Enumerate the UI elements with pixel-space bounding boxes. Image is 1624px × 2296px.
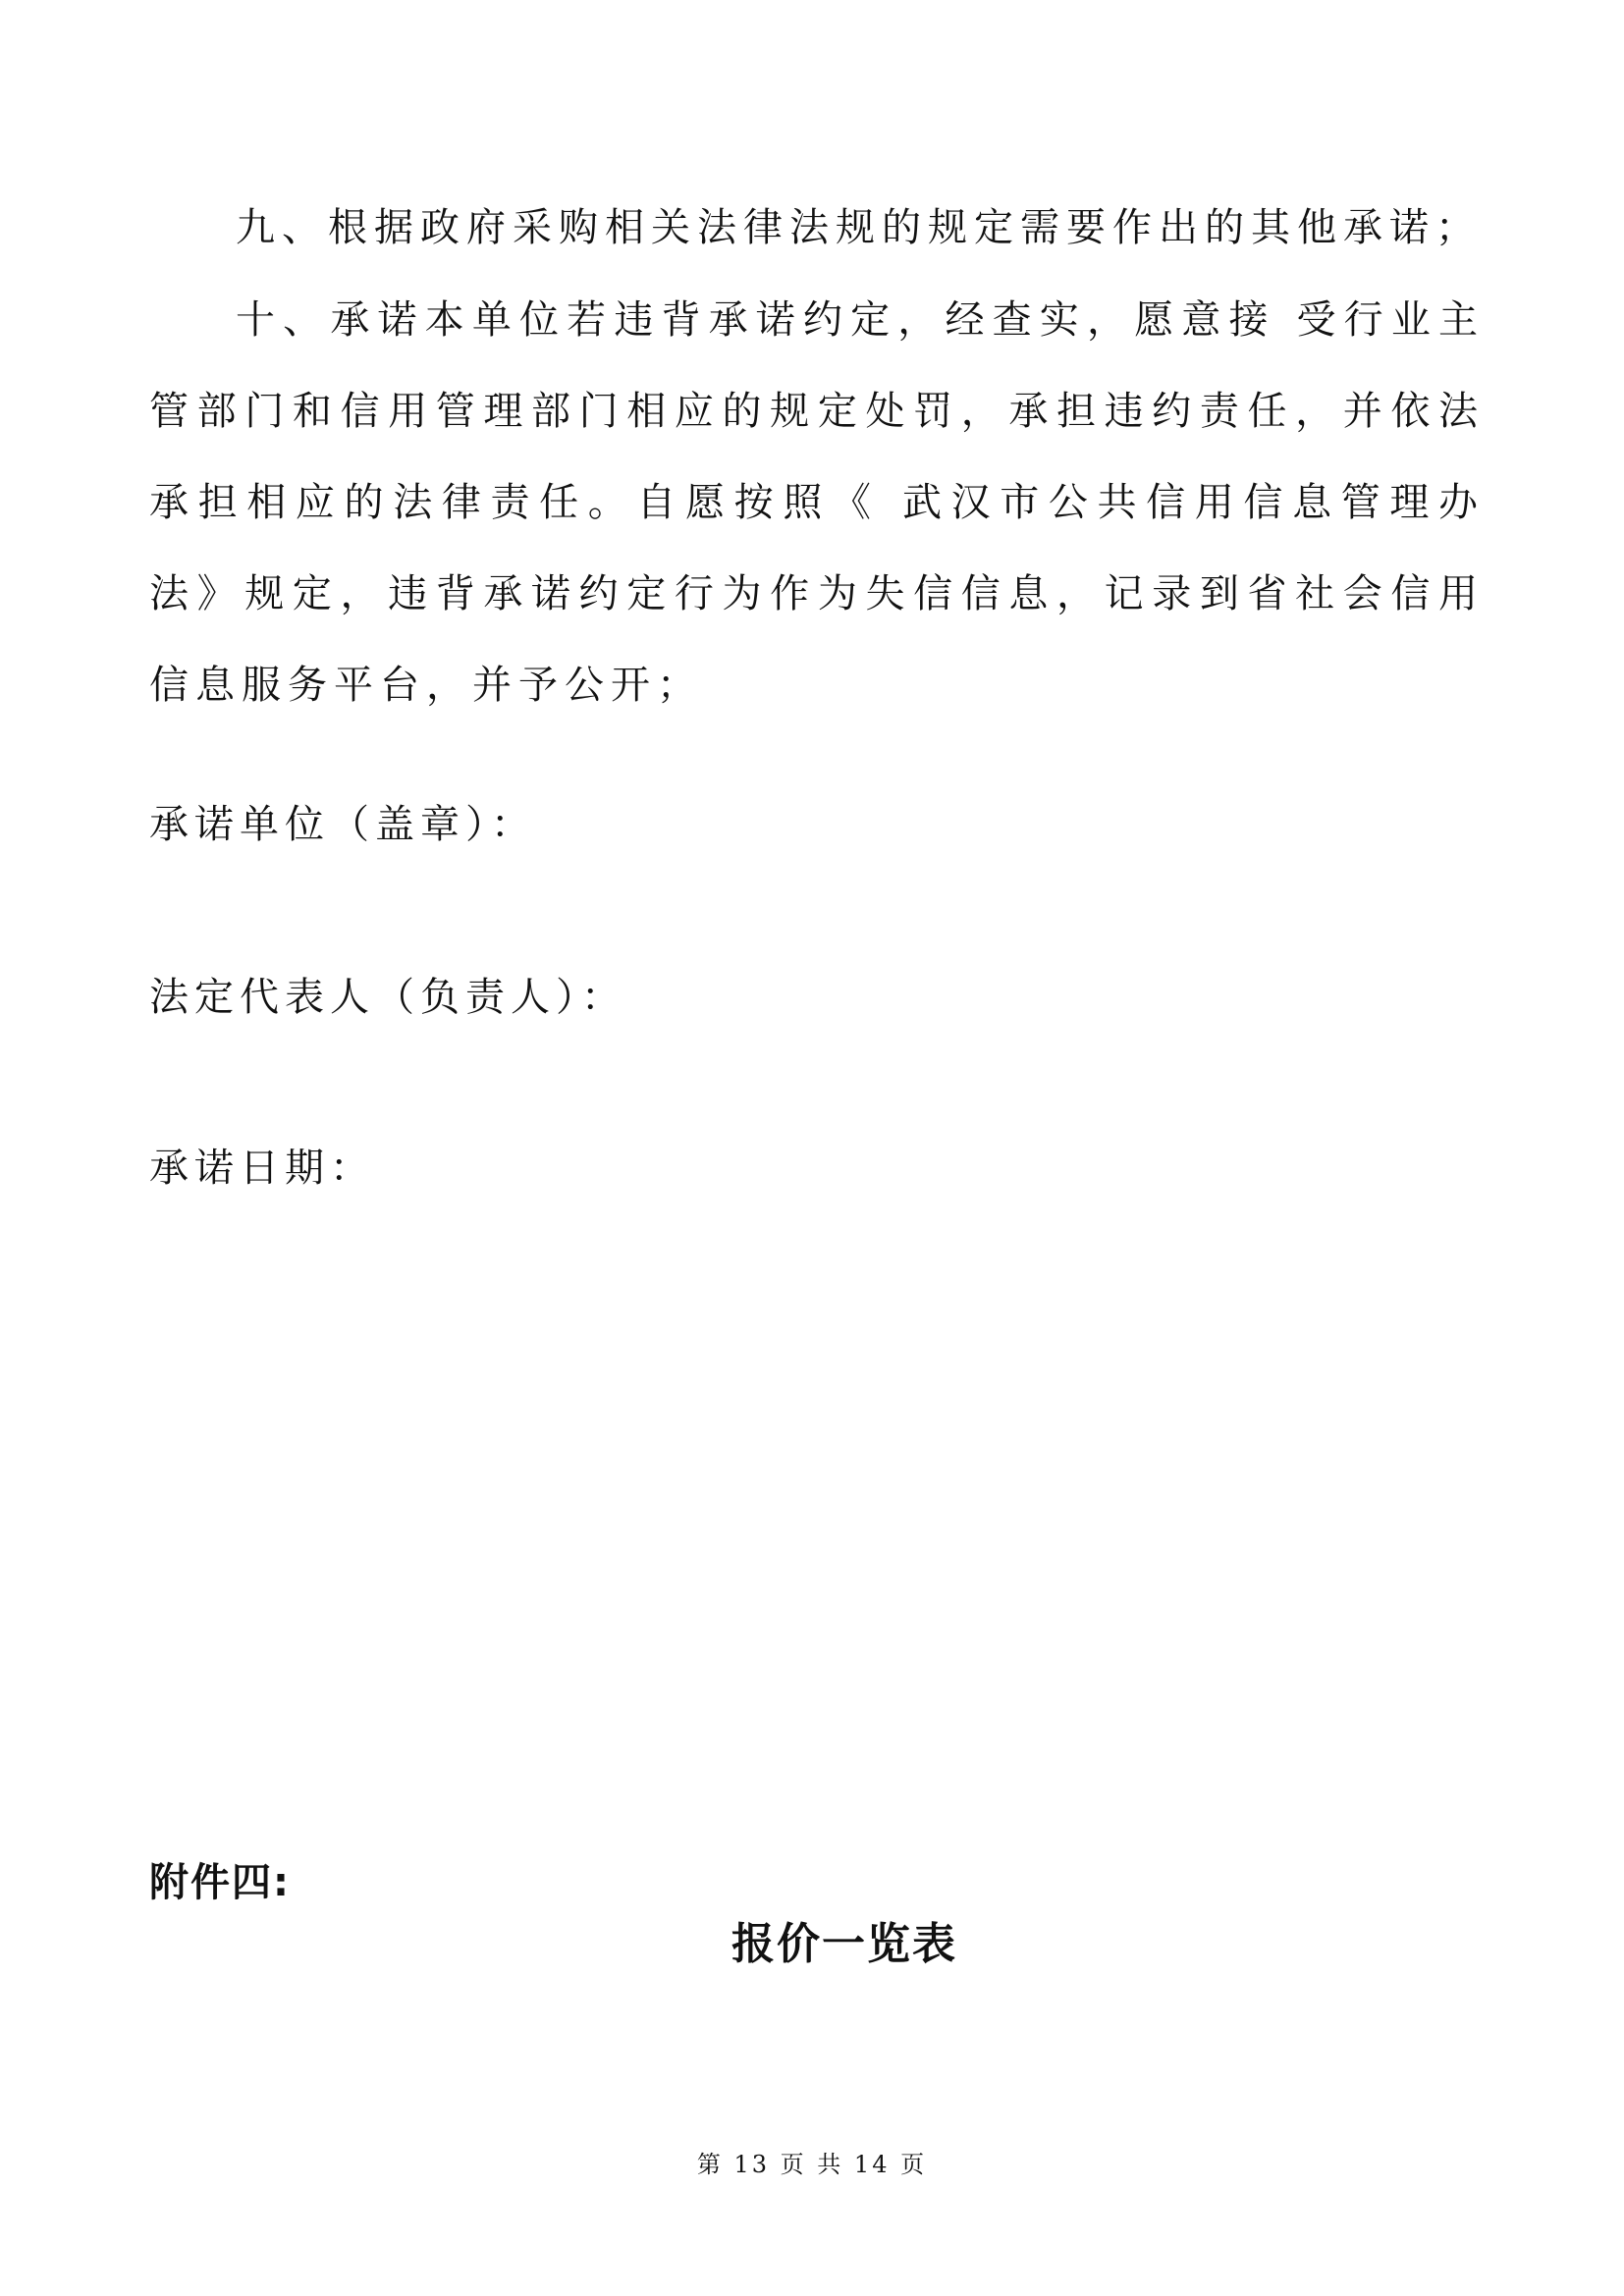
clause-ten: 十、承诺本单位若违背承诺约定，经查实，愿意接 受行业主管部门和信用管理部门相应的规定处罚，承担违约责任，并依法承担相应的法律责任。自愿按照《 武汉市公共信用信息管理办法》规定，违背承诺约定行为作为失信信息，记录到省社会信用信息服务平台，并予公开； [149,297,1485,708]
commitment-date-label: 承诺日期： [149,1146,375,1191]
page-footer: 第 13 页 共 14 页 [696,2151,928,2178]
section-title: 报价一览表 [731,1919,957,1969]
legal-representative-label: 法定代表人（负责人）： [149,975,626,1020]
commitment-unit-label: 承诺单位（盖章）： [149,802,536,847]
clause-nine: 九、根据政府采购相关法律法规的规定需要作出的其他承诺； [236,205,1482,250]
attachment-label: 附件四: [149,1860,291,1905]
